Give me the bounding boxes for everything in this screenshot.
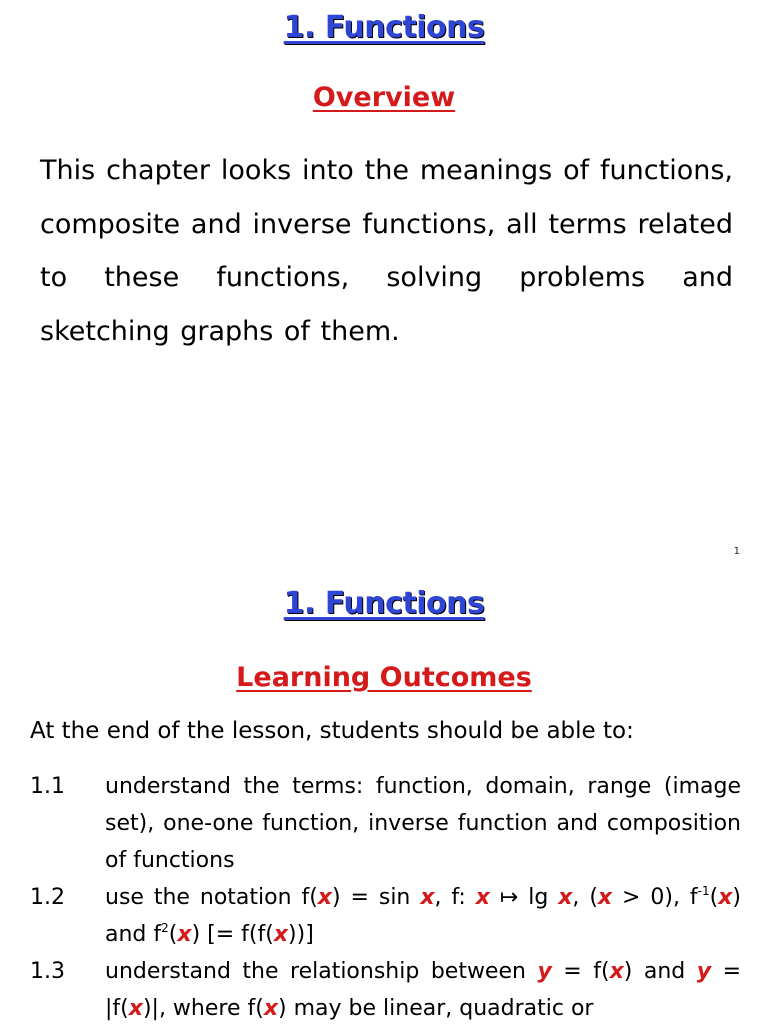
variable-x: x [177, 922, 192, 947]
variable-x: x [273, 922, 289, 947]
variable-x: x [609, 959, 624, 984]
outcome-text: understand the relationship between y = f(x) and y = |f(x)|, where f(x) may be linear, quadratic or [105, 959, 742, 1021]
slide-learning-outcomes [0, 570, 768, 1024]
outcome-item [30, 879, 741, 953]
variable-x: x [558, 885, 573, 910]
outcome-number: 1.3 [30, 959, 65, 984]
variable-x: x [317, 885, 332, 910]
variable-x: x [475, 885, 490, 910]
learning-outcomes-heading: Learning Outcomes [236, 662, 532, 693]
superscript: -1 [697, 883, 710, 898]
variable-x: x [597, 885, 613, 910]
intro-text: At the end of the lesson, students should be able to: [30, 718, 634, 744]
overview-paragraph: This chapter looks into the meanings of functions, composite and inverse functions, all terms related to these functions, solving problems and sketching graphs of them. [40, 155, 733, 347]
page-number: 1 [733, 546, 740, 557]
variable-x: x [263, 996, 279, 1021]
variable-y: y [696, 959, 712, 984]
variable-y: y [537, 959, 552, 984]
outcome-number: 1.2 [30, 885, 65, 910]
variable-x: x [420, 885, 435, 910]
overview-heading: Overview [312, 82, 456, 113]
slide-title: 1. Functions [283, 10, 485, 45]
outcome-item [30, 953, 741, 1027]
outcomes-list [30, 768, 741, 1027]
outcome-item [30, 768, 741, 879]
variable-x: x [128, 996, 143, 1021]
variable-x: x [718, 885, 733, 910]
slide-title: 1. Functions [283, 586, 485, 621]
superscript: 2 [161, 920, 169, 935]
outcome-text: understand the terms: function, domain, range (image set), one-one function, inverse function and composition of functions [105, 774, 741, 873]
outcome-text: use the notation f(x) = sin x, f: x ↦ lg x, (x > 0), $f^{-1}(x)$ and $f^2(x)$ [= f(f(x))] [105, 883, 742, 947]
outcome-number: 1.1 [30, 774, 65, 799]
